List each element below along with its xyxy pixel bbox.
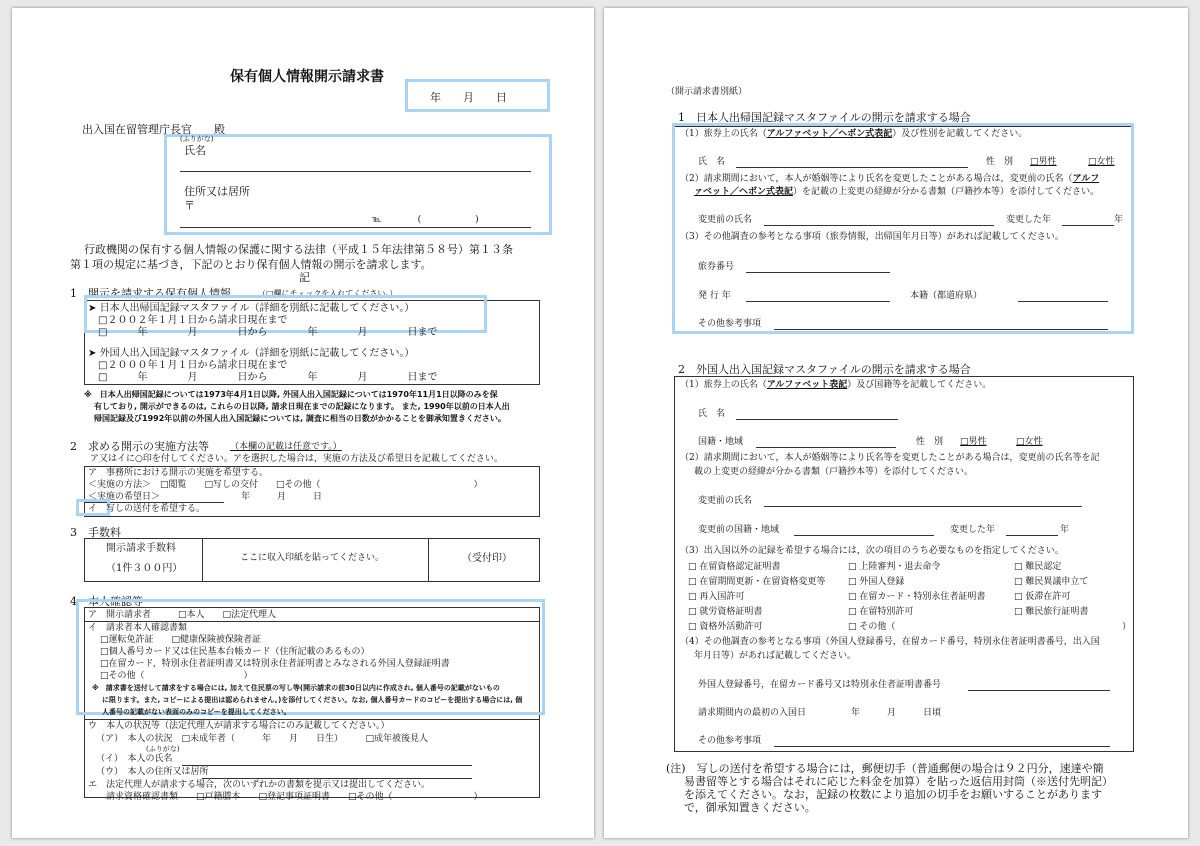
id-note-1: ※ 請求書を送付して請求をする場合には, 加えて住民票の写し等(開示請求の前30日以内に作成され, 個人番号の記載がないもの — [92, 684, 500, 692]
section1-footnote-2: 有しており, 開示ができるのは, これらの日以降, 請求日現在までの記録になります。 また, 1990年以前の日本人出 — [94, 402, 510, 411]
annex-section2-title: 2 外国人出入国記録マスタファイルの開示を請求する場合 — [678, 363, 971, 376]
s2-1-emphasis: アルファベット表記 — [766, 380, 848, 390]
alien-no-line[interactable] — [968, 690, 1110, 691]
male-checkbox[interactable]: □男性 — [960, 437, 987, 447]
tel-label: ℡ ( ) — [372, 215, 479, 225]
fee-divider — [428, 538, 429, 582]
name-line[interactable] — [736, 419, 898, 420]
record-checkbox[interactable]: □ 仮滞在許可 — [1014, 592, 1071, 602]
name-label: 氏名 — [184, 144, 206, 157]
issue-year-label: 発 行 年 — [698, 291, 731, 301]
s2-4-text-2: 年月日等）があれば記載してください。 — [694, 651, 857, 661]
section1-title: 1 開示を請求する保有個人情報 — [70, 287, 231, 300]
postal-mark: 〒 — [184, 199, 195, 212]
nationality-line[interactable] — [756, 447, 896, 448]
annex-section1-title: 1 日本人出帰国記録マスタファイルの開示を請求する場合 — [678, 111, 971, 124]
name-line[interactable] — [180, 171, 531, 172]
domicile-label: 本籍（都道府県） — [910, 291, 983, 301]
alien-no-label: 外国人登録番号，在留カード番号又は特別永住者証明書番号 — [698, 680, 942, 690]
record-checkbox[interactable]: □ 難民認定 — [1014, 562, 1062, 572]
year-suffix: 年 — [1060, 525, 1070, 535]
postage-note-3: を添えてください。なお，記録の枚数により追加の切手をお願いすることがあります — [684, 788, 1102, 801]
s1-1-text-end: ）及び性別を記載してください。 — [892, 129, 1028, 139]
office-viewing-option[interactable]: ア 事務所における開示の実施を希望する。 — [88, 468, 269, 478]
other-label: その他参考事項 — [698, 736, 762, 746]
other-close: ） — [1122, 622, 1132, 632]
nationality-label: 国籍・地域 — [698, 437, 744, 447]
foreign-record-option[interactable]: 外国人出入国記録マスタファイル（詳細を別紙に記載してください。） — [99, 348, 415, 359]
male-checkbox[interactable]: □男性 — [1030, 157, 1057, 167]
proxy-doc-options[interactable]: 請求資格確認書類 □戸籍謄本 □登記事項証明書 □その他（ ） — [106, 792, 483, 802]
stamp-area: ここに収入印紙を貼ってください。 — [240, 553, 385, 563]
furigana-label: (ふりがな) — [146, 745, 180, 753]
principal-name[interactable]: （イ） 本人の氏名 — [96, 754, 173, 764]
passport-line[interactable] — [746, 272, 890, 273]
other-line[interactable] — [774, 329, 1108, 330]
old-name-label: 変更前の氏名 — [698, 215, 753, 225]
ki-label: 記 — [299, 271, 310, 284]
principal-address[interactable]: （ウ） 本人の住所又は居所 — [96, 767, 209, 777]
record-checkbox[interactable]: □ 就労資格証明書 — [688, 607, 763, 617]
s1-3-text: （3）その他調査の参考となる事項（旅券情報，出帰国年月日等）があれば記載してください。 — [680, 232, 1064, 242]
id-note-2: に限ります。また, コピーによる提出は認められません。)を添付してください。なお, 個人番号カードのコピーを提出する場合には, 個 — [102, 696, 523, 704]
record-checkbox[interactable]: □ 在留カード・特別永住者証明書 — [848, 592, 986, 602]
mail-copy-option[interactable]: イ 写しの送付を希望する。 — [88, 504, 206, 514]
record-checkbox[interactable]: □ 難民旅行証明書 — [1014, 607, 1089, 617]
old-name-line[interactable] — [764, 506, 1082, 507]
id-license-insurance[interactable]: □運転免許証 □健康保険被保険者証 — [100, 635, 262, 645]
id-note-3: 人番号の記載がない表面のみのコピーを提出してください。 — [102, 708, 291, 716]
section1-footnote-3: 帰国記録及び1992年以前の外国人出入国記録については, 調査に相当の日数がかかることを御承知置きください。 — [94, 414, 506, 423]
address-line[interactable] — [180, 227, 531, 228]
record-checkbox[interactable]: □ 在留期間更新・在留資格変更等 — [688, 577, 826, 587]
sex-label: 性 別 — [916, 437, 944, 447]
name-line[interactable] — [736, 167, 968, 168]
japanese-period-1[interactable]: □２００２年１月１日から請求日現在まで — [98, 315, 288, 326]
s2-3-text: （3）出入国以外の記録を希望する場合には，次の項目のうち必要なものを指定してください。 — [680, 546, 1064, 556]
postage-note-4: で，御承知置きください。 — [684, 801, 816, 814]
s2-4-text-1: （4）その他調査の参考となる事項（外国人登録番号，在留カード番号，特別永住者証明書番号，出入国 — [680, 637, 1100, 647]
postage-note-2: 易書留等とする場合はそれに応じた料金を加算）を貼った返信用封筒（※送付先明記） — [684, 775, 1113, 788]
id-other[interactable]: □その他（ ） — [100, 671, 253, 681]
change-year-label: 変更した年 — [950, 525, 996, 535]
form-title: 保有個人情報開示請求書 — [230, 69, 384, 85]
domicile-line[interactable] — [1018, 301, 1108, 302]
annex-label: （開示請求書別紙） — [666, 87, 748, 97]
s1-1-text: （1）旅券上の氏名（ — [680, 129, 767, 139]
fee-divider — [202, 538, 203, 582]
arrow-icon: ➤ — [88, 303, 97, 314]
postage-note-1: (注) 写しの送付を希望する場合には，郵便切手（普通郵便の場合は９２円分，速達や簡 — [666, 762, 1104, 775]
s1-2-text: （2）請求期間において，本人が婚姻等により氏名を変更したことがある場合は，変更前の氏名（ — [680, 174, 1073, 184]
foreign-period-2[interactable]: □ 年 月 日から 年 月 日まで — [98, 372, 438, 383]
japanese-period-2[interactable]: □ 年 月 日から 年 月 日まで — [98, 327, 438, 338]
s2-2-text-1: （2）請求期間において，本人が婚姻等により氏名等を変更したことがある場合は，変更前の氏名等を記 — [680, 453, 1100, 463]
record-checkbox[interactable]: □ 資格外活動許可 — [688, 622, 763, 632]
form-page-2 — [604, 8, 1188, 838]
requester-type[interactable]: ア 開示請求者 □本人 □法定代理人 — [88, 610, 277, 620]
first-entry-date[interactable]: 請求期間内の最初の入国日 年 月 日頃 — [698, 708, 942, 718]
id-mynumber-card[interactable]: □個人番号カード又は住民基本台帳カード（住所記載のあるもの） — [100, 647, 370, 657]
other-label: その他参考事項 — [698, 319, 762, 329]
change-year-line[interactable] — [1062, 225, 1114, 226]
method-options[interactable]: ＜実施の方法＞ □閲覧 □写しの交付 □その他（ ） — [88, 480, 483, 490]
sex-label: 性 別 — [986, 157, 1014, 167]
s1-2-text-end: ）を記載の上変更の経緯が分かる書類（戸籍抄本等）を添付してください。 — [793, 187, 1100, 197]
section2-instruction: ア又はイに○印を付してください。アを選択した場合は，実施の方法及び希望日を記載してください。 — [90, 454, 503, 464]
address-label: 住所又は居所 — [184, 185, 250, 198]
date-field[interactable]: 年 月 日 — [430, 91, 507, 104]
s2-1-text: （1）旅券上の氏名（ — [680, 380, 767, 390]
old-nationality-label: 変更前の国籍・地域 — [698, 525, 780, 535]
other-line[interactable] — [774, 746, 1110, 747]
divider — [84, 719, 540, 720]
principal-status[interactable]: （ア） 本人の状況 □未成年者（ 年 月 日生） □成年被後見人 — [96, 734, 429, 744]
principal-address-line[interactable] — [202, 778, 472, 779]
old-nationality-line[interactable] — [794, 535, 934, 536]
record-checkbox[interactable]: □ 難民異議申立て — [1014, 577, 1089, 587]
name-label: 氏 名 — [698, 409, 726, 419]
section1-footnote-1: ※ 日本人出帰国記録については1973年4月1日以降, 外国人出入国記録については1970年11月1日以降のみを保 — [84, 390, 498, 399]
female-checkbox[interactable]: □女性 — [1088, 157, 1115, 167]
change-year-label: 変更した年 — [1006, 215, 1052, 225]
record-checkbox[interactable]: □ 再入国許可 — [688, 592, 745, 602]
section3-title: 3 手数料 — [70, 526, 121, 539]
id-documents-label: イ 請求者本人確認書類 — [88, 623, 188, 633]
old-name-label: 変更前の氏名 — [698, 496, 753, 506]
received-stamp: （受付印） — [462, 553, 512, 564]
s2-1-text-end: ）及び国籍等を記載してください。 — [847, 380, 992, 390]
addressee: 出入国在留管理庁長官 殿 — [82, 123, 225, 136]
divider — [84, 502, 224, 503]
s1-1-emphasis: アルファベット／ヘボン式表記 — [766, 129, 893, 139]
fee-amount: （1件３００円） — [106, 563, 183, 574]
female-checkbox[interactable]: □女性 — [1016, 437, 1043, 447]
foreign-period-1[interactable]: □２０００年１月１日から請求日現在まで — [98, 360, 288, 371]
s1-2-emphasis: アルフ — [1072, 174, 1100, 184]
s2-2-text-2: 載の上変更の経緯が分かる書類（戸籍抄本等）を添付してください。 — [694, 467, 974, 477]
principal-name-line[interactable] — [182, 765, 472, 766]
old-name-line[interactable] — [764, 225, 994, 226]
s1-2-emphasis-cont: ァベット／ヘボン式表記 — [694, 187, 794, 197]
record-checkbox[interactable]: □ 在留資格認定証明書 — [688, 562, 781, 572]
furigana-label: (ふりがな) — [180, 135, 214, 143]
record-checkbox[interactable]: □ その他（ — [848, 622, 896, 632]
issue-year-line[interactable] — [746, 301, 890, 302]
change-year-line[interactable] — [1006, 535, 1058, 536]
proxy-docs-label: エ 法定代理人が請求する場合，次のいずれかの書類を提示又は提出してください。 — [88, 780, 431, 790]
id-residence-card[interactable]: □在留カード，特別永住者証明書又は特別永住者証明書とみなされる外国人登録証明書 — [100, 659, 450, 669]
record-checkbox[interactable]: □ 在留特別許可 — [848, 607, 914, 617]
divider — [84, 621, 540, 622]
section4-title: 4 本人確認等 — [70, 595, 143, 608]
intro-line-1: 行政機関の保有する個人情報の保護に関する法律（平成１５年法律第５８号）第１３条 — [84, 243, 513, 256]
form-page-1 — [12, 8, 594, 838]
fee-label: 開示請求手数料 — [106, 543, 176, 554]
section1-note: （□欄にチェックを入れてください。） — [258, 289, 398, 298]
preferred-date[interactable]: ＜実施の希望日＞ 年 月 日 — [88, 492, 323, 502]
record-checkbox[interactable]: □ 外国人登録 — [848, 577, 905, 587]
name-label: 氏 名 — [698, 157, 726, 167]
japanese-record-option[interactable]: 日本人出帰国記録マスタファイル（詳細を別紙に記載してください。） — [99, 303, 415, 314]
intro-line-2: 第１項の規定に基づき，下記のとおり保有個人情報の開示を請求します。 — [70, 258, 432, 271]
passport-label: 旅券番号 — [698, 262, 735, 272]
proxy-status-label: ウ 本人の状況等（法定代理人が請求する場合にのみ記載してください。） — [88, 721, 390, 731]
year-suffix: 年 — [1114, 215, 1124, 225]
section2-note: （本欄の記載は任意です。） — [230, 442, 342, 452]
record-checkbox[interactable]: □ 上陸審判・退去命令 — [848, 562, 941, 572]
section2-title: 2 求める開示の実施方法等 — [70, 440, 209, 453]
arrow-icon: ➤ — [88, 348, 97, 359]
